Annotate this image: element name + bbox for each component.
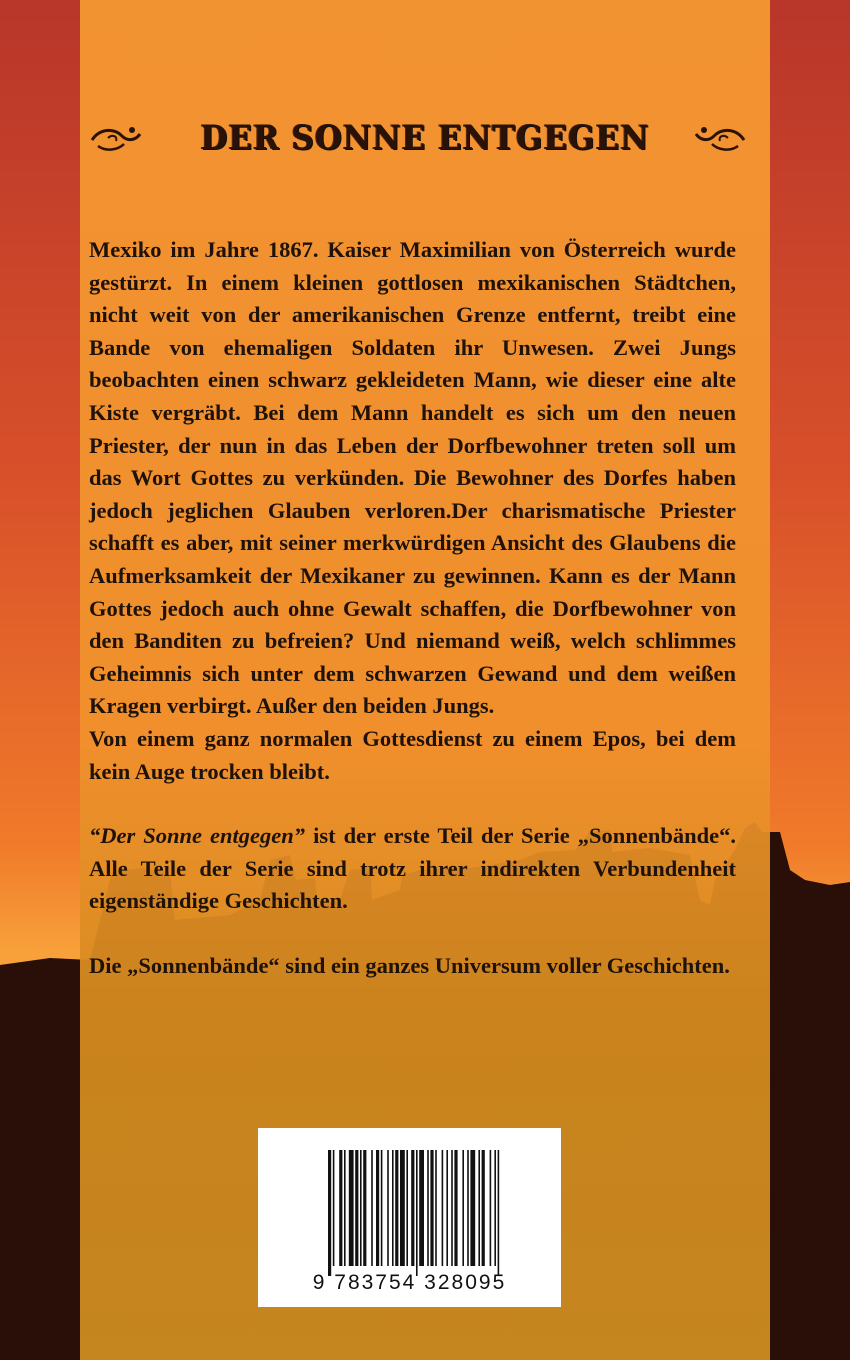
barcode-box <box>258 1128 561 1307</box>
barcode-bar <box>446 1150 448 1266</box>
series-first-title: “Der Sonne entgegen” <box>89 823 306 849</box>
barcode-bar <box>344 1150 346 1266</box>
barcode-bar <box>454 1150 457 1266</box>
barcode-bar <box>355 1150 358 1266</box>
isbn-number: 9 783754 328095 <box>312 1271 507 1294</box>
barcode-bar <box>467 1150 469 1266</box>
barcode-bar <box>494 1150 496 1266</box>
barcode-bar <box>416 1150 418 1276</box>
barcode-bar <box>451 1150 453 1266</box>
barcode-bar <box>430 1150 433 1266</box>
barcode-bar <box>333 1150 335 1266</box>
barcode-bar <box>498 1150 500 1276</box>
barcode-bar <box>406 1150 408 1266</box>
barcode-bar <box>360 1150 362 1266</box>
barcode-bar <box>381 1150 383 1266</box>
blurb <box>89 234 736 982</box>
barcode-bar <box>371 1150 373 1266</box>
title-row <box>80 118 770 168</box>
barcode-bar <box>376 1150 379 1266</box>
ornament-right-icon <box>692 118 748 158</box>
barcode-bar <box>482 1150 485 1266</box>
blurb-paragraph-4: Die „Sonnenbände“ sind ein ganzes Universum voller Geschichten. <box>89 952 730 978</box>
blurb-paragraph-1: Mexiko im Jahre 1867. Kaiser Maximilian von Österreich wurde gestürzt. In einem kleinen gottlosen mexikanischen Städtchen, nicht weit von der amerikanischen Grenze entfernt, treibt eine Bande von ehemaligen Soldaten ihr Unwesen. Zwei Jungs beobachten einen schwarz gekleideten Mann, wie dieser eine alte Kiste vergräbt. Bei dem Mann handelt es sich um den neuen Priester, der nun in das Leben der Dorfbewohner treten soll um das Wort Gottes zu verkünden. Die Bewohner des Dorfes haben jedoch jeglichen Glauben verloren.Der charismatische Priester schafft es aber, mit seiner merkwürdigen Ansicht des Glaubens die Aufmerksamkeit der Mexikaner zu gewinnen. Kann es der Mann Gottes jedoch auch ohne Gewalt schaffen, die Dorfbewohner von den Banditen zu befreien? Und niemand weiß, welch schlimmes Geheimnis sich unter dem schwarzen Gewand und dem weißen Kragen verbirgt. Außer den beiden Jungs. <box>89 237 736 719</box>
barcode-bar <box>400 1150 405 1266</box>
barcode-icon <box>326 1150 506 1276</box>
barcode-bar <box>392 1150 394 1266</box>
barcode-bar <box>490 1150 492 1266</box>
barcode-bar <box>339 1150 342 1266</box>
blurb-paragraph-2: Von einem ganz normalen Gottesdienst zu einem Epos, bei dem kein Auge trocken bleibt. <box>89 725 736 784</box>
blurb-paragraph-3 <box>89 820 736 918</box>
blurb-paragraph-3-rest: ist der erste Teil der Serie „Sonnenbände“. Alle Teile der Serie sind trotz ihrer indirekten Verbundenheit eigenständige Geschichten. <box>89 823 736 914</box>
barcode-bar <box>435 1150 437 1266</box>
barcode-bar <box>387 1150 389 1266</box>
barcode-bar <box>363 1150 366 1266</box>
barcode-bar <box>442 1150 444 1266</box>
book-title: DER SONNE ENTGEGEN <box>200 118 650 158</box>
barcode-bar <box>478 1150 480 1266</box>
barcode-bar <box>349 1150 354 1266</box>
barcode-bar <box>462 1150 464 1266</box>
barcode-bar <box>470 1150 475 1266</box>
barcode-bar <box>427 1150 429 1266</box>
barcode-bar <box>395 1150 398 1266</box>
barcode-bar <box>419 1150 424 1266</box>
barcode-bar <box>411 1150 414 1266</box>
barcode-bar <box>328 1150 331 1276</box>
